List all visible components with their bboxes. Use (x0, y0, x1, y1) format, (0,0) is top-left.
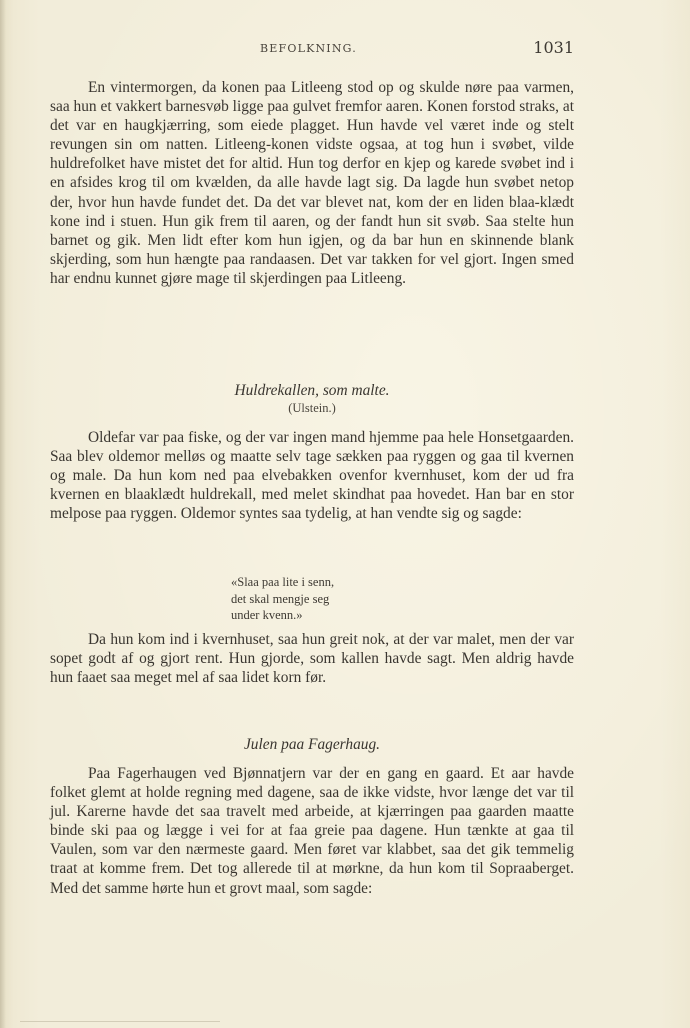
verse-line: «Slaa paa lite i senn, (231, 575, 335, 589)
verse-line: under kvenn.» (231, 608, 303, 622)
paragraph-oldefar (50, 428, 574, 523)
paragraph-text: Paa Fagerhaugen ved Bjønnatjern var der en gang en gaard. Et aar havde folket glemt at holde regning med dagene, saa de ikke vidste, hvor længe det var til jul. Karerne havde det saa travelt med arbeide, at kjærringen paa gaarden maatte binde ski paa og lægge i vei for at faa greie paa dagene. Hun tænkte at gaa til Vaulen, som var den nærmeste gaard. Men føret var klabbet, saa det gik temmelig traat at komme frem. Det tog allerede til at mørkne, da hun kom til Sopraaberget. Med det samme hørte hun et grovt maal, som sagde: (50, 765, 574, 897)
section-title-julen: Julen paa Fagerhaug. (243, 736, 381, 753)
verse-quote (231, 574, 334, 624)
verse-line: det skal mengje seg (231, 591, 330, 606)
paragraph-kvernhuset (50, 630, 574, 687)
page-bottom-rule (20, 1021, 220, 1022)
paragraph-text: Oldefar var paa fiske, og der var ingen mand hjemme paa hele Honsetgaarden. Saa blev oldemor melløs og maatte selv tage sækken paa ryggen og gaa til kvernen og male. Da hun kom ned paa elvebakken ovenfor kvernhuset, kom der ud fra kvernen en blaaklædt huldrekall, med melet skindhat paa hovedet. Han bar en stor melpose paa ryggen. Oldemor syntes saa tydelig, at han vendte sig og sagde: (50, 429, 574, 523)
section-source-ulstein: (Ulstein.) (288, 401, 336, 415)
paragraph-text: En vintermorgen, da konen paa Litleeng stod op og skulde nøre paa varmen, saa hun et vakkert barnesvøb ligge paa gulvet fremfor aaren. Konen forstod straks, at det var en haugkjærring, som eiede plagget. Hun havde vel været inde og stelt revungen sin om natten. Litleeng-konen vidste ogsaa, at tog hun i svøbet, vilde huldrefolket have mistet det for altid. Hun tog derfor en kjep og karede svøbet ind i en afsides krog til om kvælden, da alle havde lagt sig. Da lagde hun svøbet netop der, hvor hun havde fundet det. Da det var blevet nat, kom der en liden blaa-klædt kone ind i stuen. Hun gik frem til aaren, og der fandt hun sit svøb. Saa stelte hun barnet og gik. Men lidt efter kom hun igjen, og da bar hun en skinnende blank skjerding, som hun hængte paa randaasen. Det var takken for vel gjort. Ingen smed har endnu kunnet gjøre mage til skjerdingen paa Litleeng. (50, 79, 574, 287)
paragraph-fagerhaugen (50, 764, 574, 898)
paragraph-text: Da hun kom ind i kvernhuset, saa hun greit nok, at der var malet, men der var sopet godt af og gjort rent. Hun gjorde, som kallen havde sagt. Men aldrig havde hun faaet saa meget mel af saa lidet korn før. (50, 631, 574, 687)
paragraph-litleeng (50, 78, 574, 288)
running-title: BEFOLKNING. (260, 42, 357, 55)
page-number: 1031 (533, 38, 574, 57)
page-header (50, 38, 574, 58)
section-title-huldrekallen: Huldrekallen, som malte. (234, 382, 390, 399)
page-edge-shadow (0, 0, 6, 1028)
